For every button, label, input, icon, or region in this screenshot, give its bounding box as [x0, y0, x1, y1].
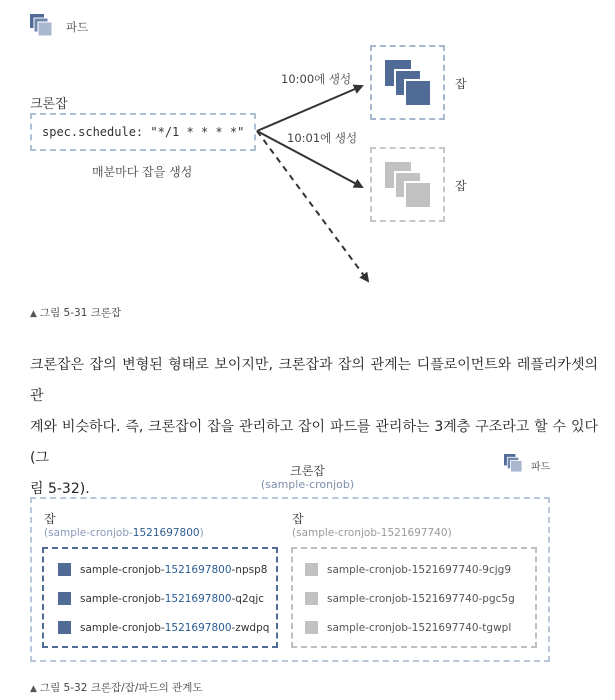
figure2-cronjob-title: 크론잡	[290, 464, 325, 478]
pod-square-icon	[58, 563, 71, 576]
job-label-active: 잡	[455, 77, 467, 91]
pod-square-icon	[305, 592, 318, 605]
job-subtitle-2: (sample-cronjob-1521697740)	[292, 527, 452, 539]
caption-marker: ▲	[30, 309, 37, 319]
paragraph-line: 림 5-32).	[30, 481, 90, 497]
pod-name: sample-cronjob-1521697740-9cjg9	[327, 563, 512, 576]
figure-5-32-caption	[30, 680, 203, 695]
pod-square-icon	[305, 621, 318, 634]
figure2-legend-label: 파드	[531, 462, 551, 473]
job-pods-icon	[385, 60, 431, 106]
cronjob-title: 크론잡	[30, 97, 68, 112]
job-title-2: 잡	[292, 512, 304, 526]
edge-label-1001: 10:01에 생성	[287, 131, 358, 145]
pod-square-icon	[58, 592, 71, 605]
job-box-active	[370, 45, 445, 120]
caption-text: 그림 5-31 크론잡	[39, 307, 122, 319]
pod-name: sample-cronjob-1521697800-npsp8	[80, 563, 268, 576]
job-box-inactive	[370, 147, 445, 222]
cronjob-description: 매분마다 잡을 생성	[92, 165, 193, 179]
pod-row	[305, 621, 511, 634]
caption-text: 그림 5-32 크론잡/잡/파드의 관계도	[39, 682, 203, 694]
pod-row	[305, 563, 511, 576]
pod-name: sample-cronjob-1521697740-tgwpl	[327, 621, 512, 634]
figure-5-31-caption	[30, 305, 121, 320]
legend-pod-label: 파드	[66, 20, 89, 34]
edge-label-1000: 10:00에 생성	[281, 72, 352, 86]
paragraph-line: 크론잡은 잡의 변형된 형태로 보이지만, 크론잡과 잡의 관계는 디플로이먼트와 레플리카셋의 관	[30, 357, 598, 404]
pod-stack-icon	[504, 454, 522, 472]
pod-row	[58, 563, 267, 576]
arrow-future-job	[257, 131, 368, 281]
figure2-cronjob-subtitle: (sample-cronjob)	[260, 478, 355, 491]
pod-stack-icon	[30, 14, 52, 36]
paragraph-line: 계와 비슷하다. 즉, 크론잡이 잡을 관리하고 잡이 파드를 관리하는 3계층 구조라고 할 수 있다(그	[30, 419, 598, 466]
figure-5-31-arrows	[0, 0, 615, 320]
pod-row	[58, 592, 264, 605]
job-label-inactive: 잡	[455, 179, 467, 193]
caption-marker: ▲	[30, 684, 37, 694]
pod-name: sample-cronjob-1521697800-q2qjc	[80, 592, 265, 605]
arrow-to-job-1000	[257, 86, 362, 131]
pod-name: sample-cronjob-1521697800-zwdpq	[80, 621, 270, 634]
pod-row	[58, 621, 269, 634]
pod-row	[305, 592, 515, 605]
job-subtitle-1: (sample-cronjob-1521697800)	[44, 527, 204, 539]
pod-square-icon	[58, 621, 71, 634]
pod-square-icon	[305, 563, 318, 576]
pod-name: sample-cronjob-1521697740-pgc5g	[327, 592, 515, 605]
cronjob-schedule-spec: spec.schedule: "*/1 * * * *"	[42, 125, 245, 139]
job-title-1: 잡	[44, 512, 56, 526]
job-pods-icon-gray	[385, 162, 431, 208]
